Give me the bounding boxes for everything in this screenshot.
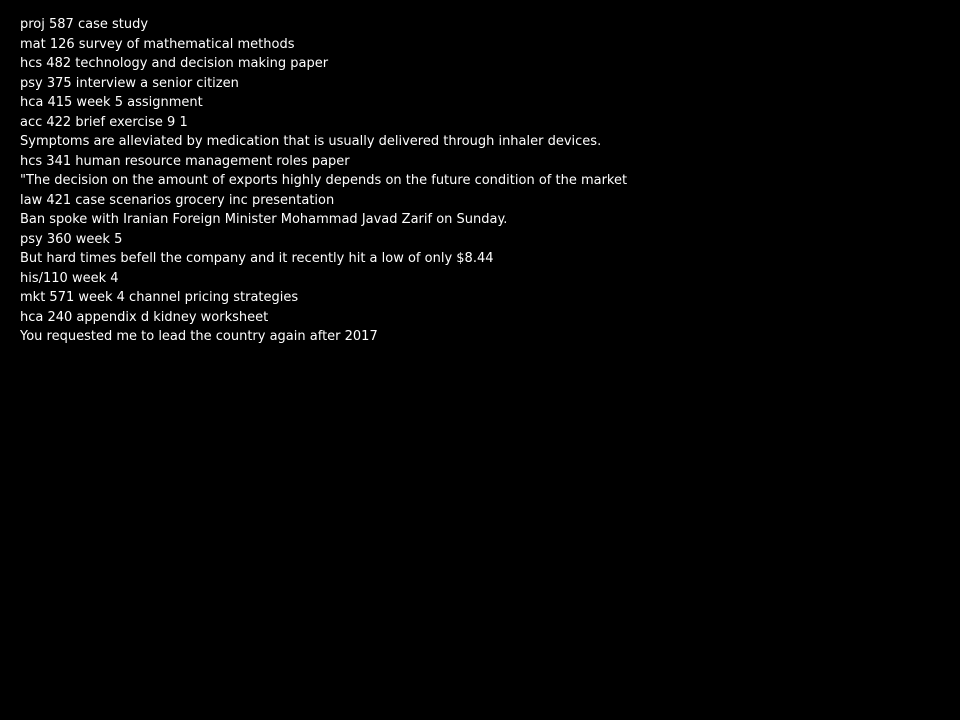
text-line: mkt 571 week 4 channel pricing strategies	[20, 290, 299, 305]
text-line: hcs 482 technology and decision making paper	[20, 56, 329, 71]
text-line: But hard times befell the company and it recently hit a low of only $8.44	[20, 251, 494, 266]
text-line: Symptoms are alleviated by medication that is usually delivered through inhaler devices.	[20, 134, 602, 149]
text-line: hca 240 appendix d kidney worksheet	[20, 309, 269, 325]
text-line-list	[20, 15, 627, 347]
text-line: psy 360 week 5	[20, 231, 123, 247]
text-line: psy 375 interview a senior citizen	[20, 75, 239, 91]
text-line: Ban spoke with Iranian Foreign Minister Mohammad Javad Zarif on Sunday.	[20, 212, 508, 227]
text-line: proj 587 case study	[20, 17, 149, 32]
text-line: acc 422 brief exercise 9 1	[20, 114, 188, 130]
text-line: mat 126 survey of mathematical methods	[20, 36, 295, 52]
text-line: hcs 341 human resource management roles paper	[20, 153, 350, 169]
text-line: "The decision on the amount of exports highly depends on the future condition of the market	[20, 173, 628, 188]
text-line: You requested me to lead the country again after 2017	[20, 329, 378, 344]
text-line: hca 415 week 5 assignment	[20, 95, 203, 110]
text-line: his/110 week 4	[20, 270, 119, 286]
text-line: law 421 case scenarios grocery inc presentation	[20, 192, 335, 208]
